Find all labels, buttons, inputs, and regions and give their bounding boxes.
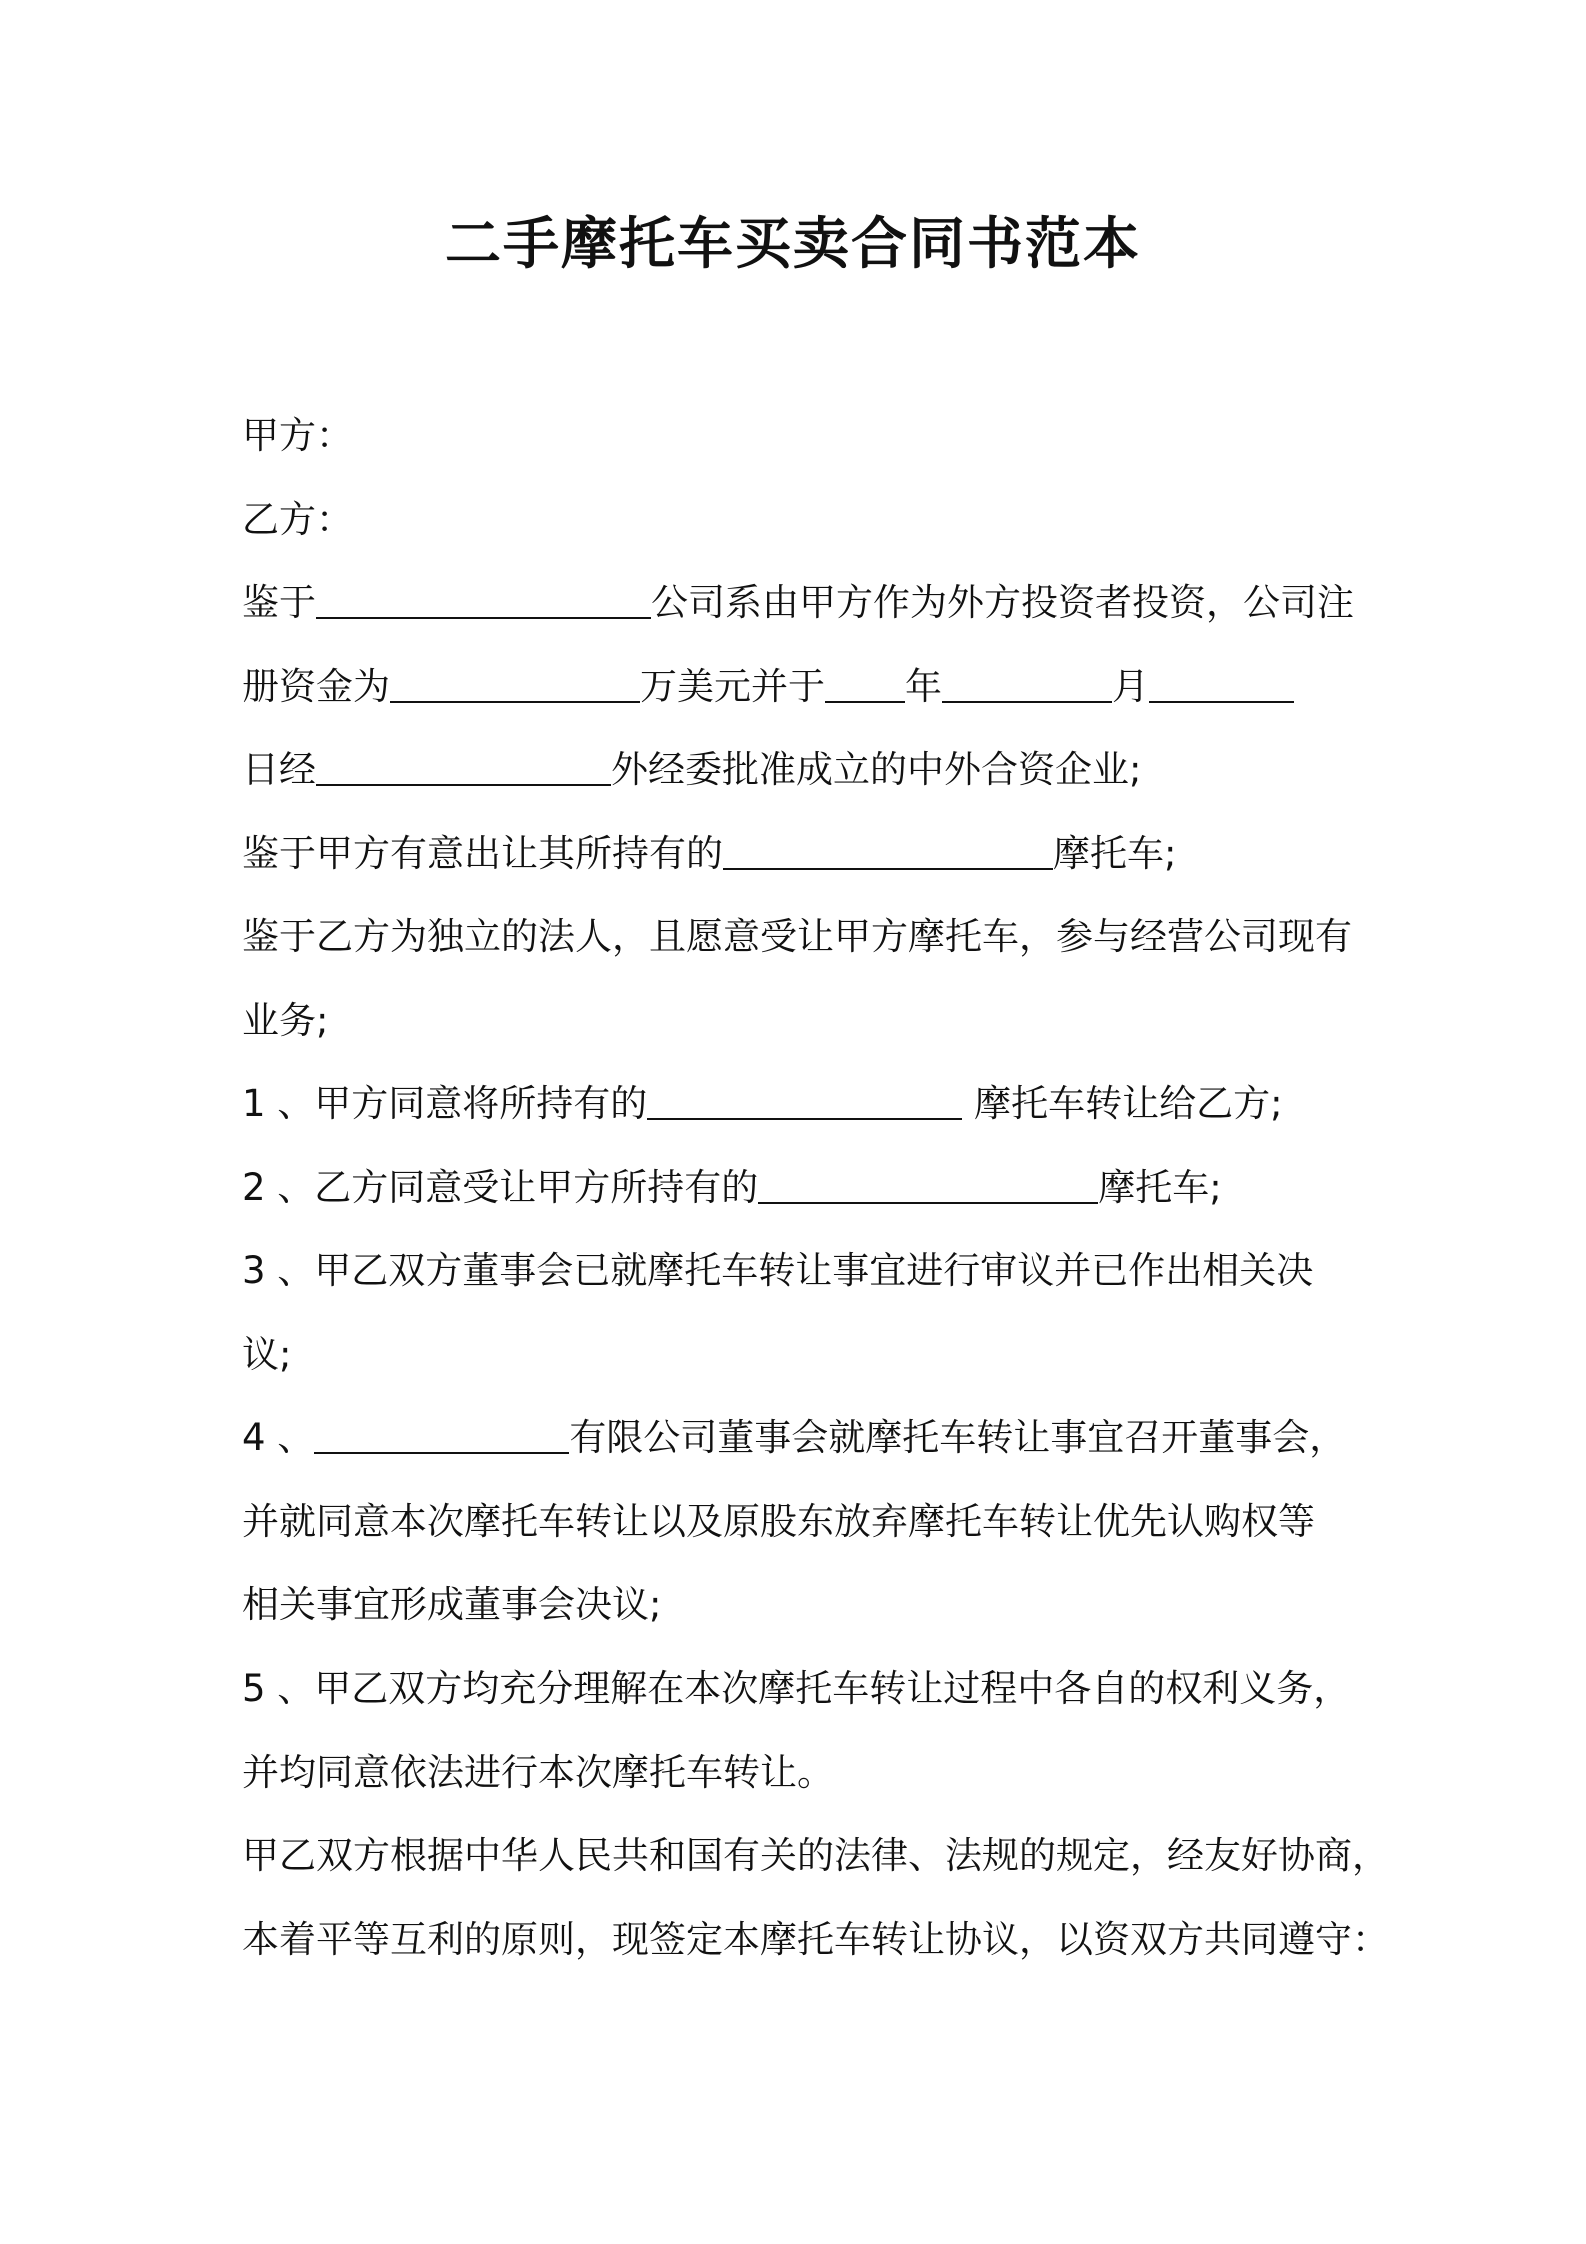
- whereas-1-line-1: [242, 575, 1362, 631]
- item-4-line-2: 并就同意本次摩托车转让以及原股东放弃摩托车转让优先认购权等: [242, 1500, 1315, 1543]
- text: 摩托车转让给乙方;: [962, 1082, 1283, 1125]
- item-4-line-1: [242, 1410, 1362, 1466]
- text: 有限公司董事会就摩托车转让事宜召开董事会，: [569, 1416, 1347, 1459]
- year-blank[interactable]: [825, 667, 905, 703]
- whereas-2: [242, 826, 1362, 882]
- item-4-line-3: 相关事宜形成董事会决议;: [242, 1583, 662, 1626]
- whereas-1-line-2: [242, 659, 1362, 715]
- item-2: [242, 1160, 1362, 1216]
- whereas-3-line-1: 鉴于乙方为独立的法人，且愿意受让甲方摩托车，参与经营公司现有: [242, 915, 1352, 958]
- month-blank[interactable]: [942, 667, 1112, 703]
- text: 摩托车;: [1053, 832, 1177, 875]
- text: 1 、甲方同意将所持有的: [242, 1082, 648, 1125]
- approval-authority-blank[interactable]: [316, 750, 611, 786]
- motorcycle-blank[interactable]: [723, 834, 1053, 870]
- item-1: [242, 1076, 1362, 1132]
- text: 月: [1112, 665, 1149, 708]
- motorcycle-blank[interactable]: [758, 1168, 1098, 1204]
- item-5-line-2: 并均同意依法进行本次摩托车转让。: [242, 1751, 834, 1794]
- item-3-line-2: 议;: [242, 1333, 292, 1376]
- text: 外经委批准成立的中外合资企业;: [611, 748, 1142, 791]
- item-3-line-1: 3 、甲乙双方董事会已就摩托车转让事宜进行审议并已作出相关决: [242, 1249, 1314, 1292]
- whereas-3-line-2: 业务;: [242, 999, 329, 1042]
- text: 年: [905, 665, 942, 708]
- text: 摩托车;: [1098, 1166, 1222, 1209]
- text: 日经: [242, 748, 316, 791]
- text: 册资金为: [242, 665, 390, 708]
- closing-line-2: 本着平等互利的原则，现签定本摩托车转让协议，以资双方共同遵守：: [242, 1918, 1389, 1961]
- text: 万美元并于: [640, 665, 825, 708]
- text: 公司系由甲方作为外方投资者投资，公司注: [651, 581, 1354, 624]
- text: 2 、乙方同意受让甲方所持有的: [242, 1166, 759, 1209]
- document-title: 二手摩托车买卖合同书范本: [445, 212, 1141, 277]
- registered-capital-blank[interactable]: [390, 667, 640, 703]
- whereas-1-line-3: [242, 742, 1362, 798]
- day-blank[interactable]: [1149, 667, 1294, 703]
- party-a-label: 甲方：: [242, 414, 353, 457]
- text: 鉴于: [242, 581, 316, 624]
- text: 4 、: [242, 1416, 315, 1459]
- motorcycle-blank[interactable]: [647, 1084, 962, 1120]
- company-name-blank[interactable]: [316, 583, 651, 619]
- closing-line-1: 甲乙双方根据中华人民共和国有关的法律、法规的规定，经友好协商，: [242, 1834, 1389, 1877]
- text: 鉴于甲方有意出让其所持有的: [242, 832, 723, 875]
- company-name-blank[interactable]: [314, 1418, 569, 1454]
- item-5-line-1: 5 、甲乙双方均充分理解在本次摩托车转让过程中各自的权利义务，: [242, 1667, 1351, 1710]
- party-b-label: 乙方：: [242, 498, 353, 541]
